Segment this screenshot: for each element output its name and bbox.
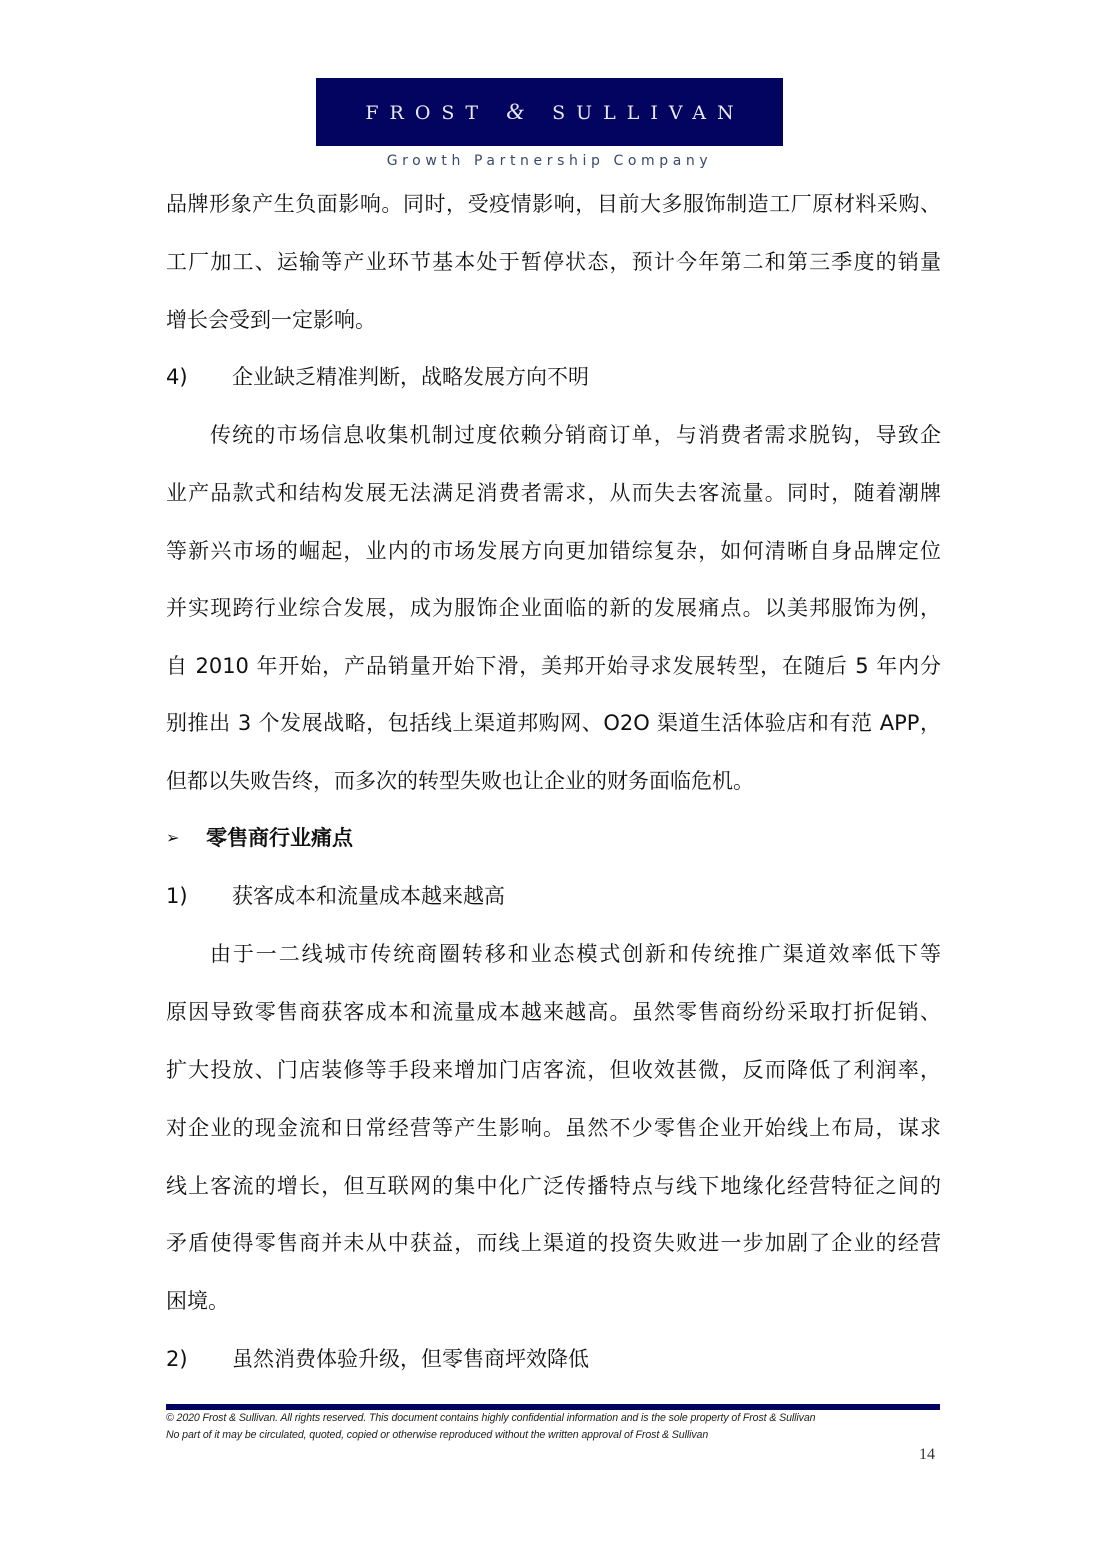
- section-title: 零售商行业痛点: [206, 826, 353, 850]
- paragraph-line: 业产品款式和结构发展无法满足消费者需求，从而失去客流量。同时，随着潮牌: [166, 481, 941, 505]
- reproduction-notice: No part of it may be circulated, quoted, copied or otherwise reproduced without the written approval of Frost & Sullivan: [166, 1429, 709, 1441]
- logo-ampersand: &: [506, 99, 536, 124]
- item-title: 获客成本和流量成本越来越高: [232, 884, 505, 908]
- paragraph-line: 等新兴市场的崛起，业内的市场发展方向更加错综复杂，如何清晰自身品牌定位: [166, 539, 941, 563]
- footer-divider: [166, 1404, 940, 1410]
- paragraph-line: 扩大投放、门店装修等手段来增加门店客流，但收效甚微，反而降低了利润率，: [166, 1058, 941, 1082]
- paragraph-line: 但都以失败告终，而多次的转型失败也让企业的财务面临危机。: [166, 769, 754, 793]
- paragraph-line: 困境。: [166, 1289, 229, 1313]
- frost-sullivan-logo: [316, 78, 783, 146]
- paragraph-line: 传统的市场信息收集机制过度依赖分销商订单，与消费者需求脱钩，导致企: [210, 423, 941, 447]
- item-title: 企业缺乏精准判断，战略发展方向不明: [232, 365, 589, 389]
- item-number: 4): [166, 365, 188, 389]
- numbered-heading-4: [166, 362, 941, 392]
- copyright-notice: © 2020 Frost & Sullivan. All rights reserved. This document contains highly confidential information and is the sole property of Frost & Sullivan: [166, 1412, 816, 1424]
- logo-wordmark: [354, 99, 744, 125]
- item-number: 1): [166, 884, 188, 908]
- paragraph-line: 品牌形象产生负面影响。同时，受疫情影响，目前大多服饰制造工厂原材料采购、: [166, 192, 941, 216]
- paragraph-line: 由于一二线城市传统商圈转移和业态模式创新和传统推广渠道效率低下等: [210, 942, 941, 966]
- numbered-heading-1: [166, 881, 941, 911]
- logo-text-sullivan: SULLIVAN: [552, 102, 745, 124]
- item-title: 虽然消费体验升级，但零售商坪效降低: [232, 1347, 589, 1371]
- paragraph-line: 自 2010 年开始，产品销量开始下滑，美邦开始寻求发展转型，在随后 5 年内分: [166, 654, 941, 678]
- paragraph-line: 矛盾使得零售商并未从中获益，而线上渠道的投资失败进一步加剧了企业的经营: [166, 1231, 941, 1255]
- page-number: 14: [919, 1446, 935, 1463]
- arrow-bullet-icon: ➢: [166, 828, 180, 847]
- paragraph-line: 增长会受到一定影响。: [166, 308, 376, 332]
- numbered-heading-2: [166, 1344, 941, 1374]
- logo-tagline: Growth Partnership Company: [386, 153, 713, 169]
- paragraph-line: 别推出 3 个发展战略，包括线上渠道邦购网、O2O 渠道生活体验店和有范 APP，: [166, 711, 941, 735]
- paragraph-line: 对企业的现金流和日常经营等产生影响。虽然不少零售企业开始线上布局，谋求: [166, 1116, 941, 1140]
- section-heading: [166, 823, 941, 853]
- item-number: 2): [166, 1347, 188, 1371]
- paragraph-line: 线上客流的增长，但互联网的集中化广泛传播特点与线下地缘化经营特征之间的: [166, 1174, 941, 1198]
- paragraph-line: 原因导致零售商获客成本和流量成本越来越高。虽然零售商纷纷采取打折促销、: [166, 1000, 941, 1024]
- paragraph-line: 并实现跨行业综合发展，成为服饰企业面临的新的发展痛点。以美邦服饰为例，: [166, 596, 941, 620]
- logo-text-frost: FROST: [365, 102, 490, 124]
- paragraph-line: 工厂加工、运输等产业环节基本处于暂停状态，预计今年第二和第三季度的销量: [166, 250, 941, 274]
